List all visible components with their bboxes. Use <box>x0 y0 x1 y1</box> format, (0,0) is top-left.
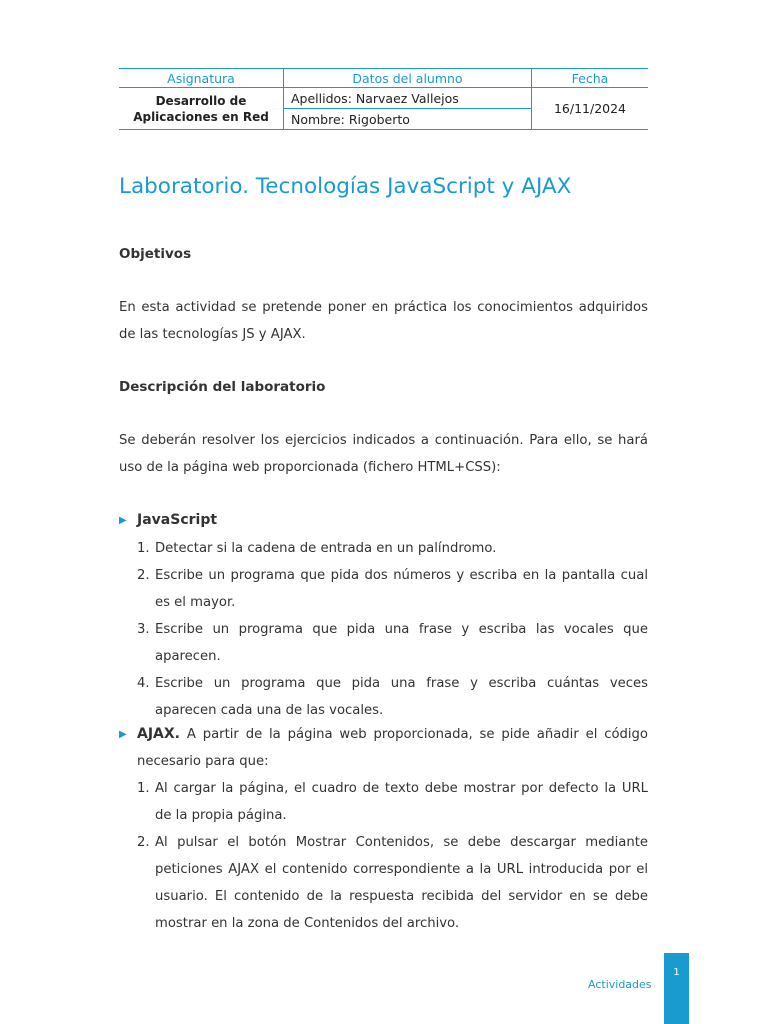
header-student-label: Datos del alumno <box>284 69 532 88</box>
description-heading: Descripción del laboratorio <box>119 379 326 395</box>
list-item: 4. Escribe un programa que pida una frase y escriba cuántas veces aparecen cada una de las vocales. <box>137 676 648 718</box>
objectives-text: En esta actividad se pretende poner en práctica los conocimientos adquiridos de las tecnologías JS y AJAX. <box>119 300 648 342</box>
header-date-label: Fecha <box>532 69 649 88</box>
ajax-bullet <box>119 721 648 775</box>
objectives-heading: Objetivos <box>119 246 192 262</box>
footer-label: Actividades <box>588 978 652 991</box>
list-item: 2. Al pulsar el botón Mostrar Contenidos, se debe descargar mediante peticiones AJAX el contenido correspondiente a la URL introducida por el usuario. El contenido de la respuesta recibida del servidor en se debe mostrar en la zona de Contenidos del archivo. <box>137 835 648 931</box>
triangle-right-icon: ▶ <box>119 729 127 740</box>
javascript-list <box>119 535 648 724</box>
triangle-right-icon: ▶ <box>119 515 127 526</box>
student-name: Nombre: Rigoberto <box>284 109 532 130</box>
javascript-bullet <box>119 507 648 534</box>
date-value: 16/11/2024 <box>532 88 649 130</box>
ajax-label: AJAX. <box>137 726 180 742</box>
header-table <box>119 68 648 130</box>
subject-value: Desarrollo de Aplicaciones en Red <box>119 88 284 130</box>
student-surname: Apellidos: Narvaez Vallejos <box>284 88 532 109</box>
ajax-list <box>119 775 648 937</box>
page-number-tab <box>664 953 689 1024</box>
ajax-intro: A partir de la página web proporcionada, se pide añadir el código necesario para que: <box>137 727 648 769</box>
list-item: 3. Escribe un programa que pida una frase y escriba las vocales que aparecen. <box>137 622 648 664</box>
javascript-label: JavaScript <box>137 512 218 528</box>
document-title: Laboratorio. Tecnologías JavaScript y AJAX <box>119 174 572 199</box>
list-item: 2. Escribe un programa que pida dos números y escriba en la pantalla cual es el mayor. <box>137 568 648 610</box>
description-text: Se deberán resolver los ejercicios indicados a continuación. Para ello, se hará uso de la página web proporcionada (fichero HTML+CSS): <box>119 433 648 475</box>
list-item: 1. Al cargar la página, el cuadro de texto debe mostrar por defecto la URL de la propia página. <box>137 781 648 823</box>
list-item: 1. Detectar si la cadena de entrada en un palíndromo. <box>137 541 497 556</box>
header-subject-label: Asignatura <box>119 69 284 88</box>
page-number: 1 <box>673 967 680 978</box>
